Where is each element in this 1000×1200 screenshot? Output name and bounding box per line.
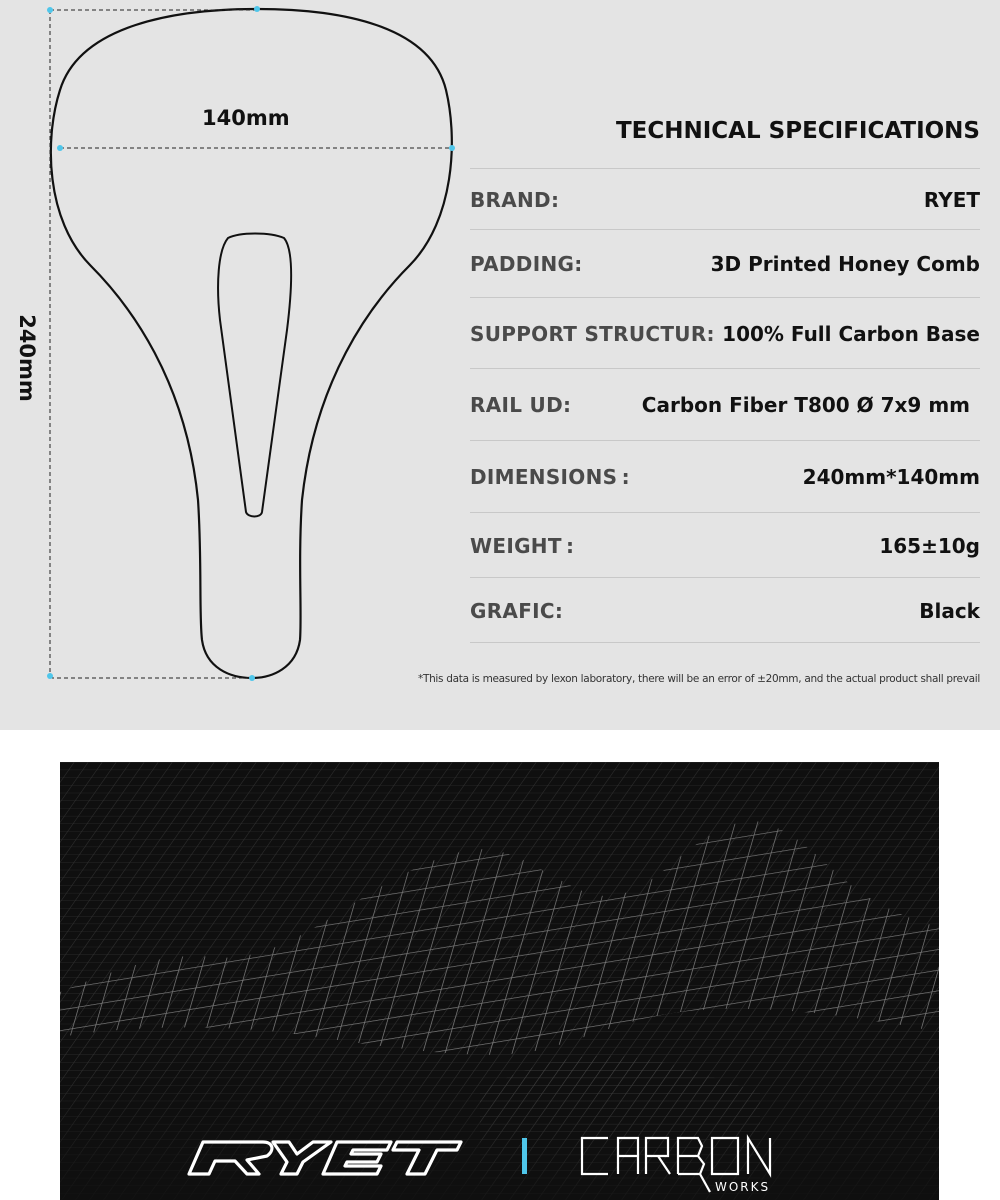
height-label: 240mm xyxy=(15,314,39,402)
saddle-outline-diagram xyxy=(0,0,470,700)
spec-value: Carbon Fiber T800 Ø 7x9 mm xyxy=(641,393,970,417)
dimension-point xyxy=(249,675,255,681)
spec-value: Black xyxy=(919,598,980,623)
dimension-point xyxy=(47,673,53,679)
measurement-note: *This data is measured by lexon laboratory, there will be an error of ±20mm, and the actual product shall prevail xyxy=(418,673,980,685)
spec-label: RAIL UD: xyxy=(470,393,572,417)
spec-row-padding xyxy=(470,229,980,298)
spec-label: GRAFIC: xyxy=(470,598,564,623)
carbon-works-sub: WORKS xyxy=(715,1180,771,1194)
spec-row-support xyxy=(470,297,980,369)
spec-row-weight xyxy=(470,512,980,578)
ryet-logo xyxy=(185,1136,465,1180)
specs-title: TECHNICAL SPECIFICATIONS xyxy=(615,118,980,144)
width-label: 140mm xyxy=(202,106,290,130)
spec-label: SUPPORT STRUCTUR: xyxy=(470,321,715,346)
spec-row-brand xyxy=(470,168,980,230)
spec-row-dimensions xyxy=(470,440,980,513)
spec-divider xyxy=(470,642,980,643)
spec-row-grafic xyxy=(470,577,980,643)
spec-label: DIMENSIONS : xyxy=(470,465,630,489)
logo-separator xyxy=(522,1138,527,1174)
wireframe-mesh-graphic xyxy=(60,762,939,1200)
spec-value: RYET xyxy=(923,187,980,212)
spec-value: 240mm*140mm xyxy=(802,465,980,489)
saddle-cutout xyxy=(218,234,291,517)
carbon-works-logo xyxy=(578,1134,798,1194)
spec-value: 165±10g xyxy=(879,533,980,558)
spec-label: PADDING: xyxy=(470,252,583,276)
honeycomb-mesh-panel xyxy=(60,762,939,1200)
dimension-point xyxy=(57,145,63,151)
spec-row-rail xyxy=(470,368,980,441)
spec-value: 3D Printed Honey Comb xyxy=(710,252,980,276)
dimension-point xyxy=(254,6,260,12)
spec-label: WEIGHT : xyxy=(470,533,575,558)
dimension-point xyxy=(449,145,455,151)
spec-label: BRAND: xyxy=(470,187,560,212)
spec-value: 100% Full Carbon Base xyxy=(722,321,980,346)
dimension-point xyxy=(47,7,53,13)
